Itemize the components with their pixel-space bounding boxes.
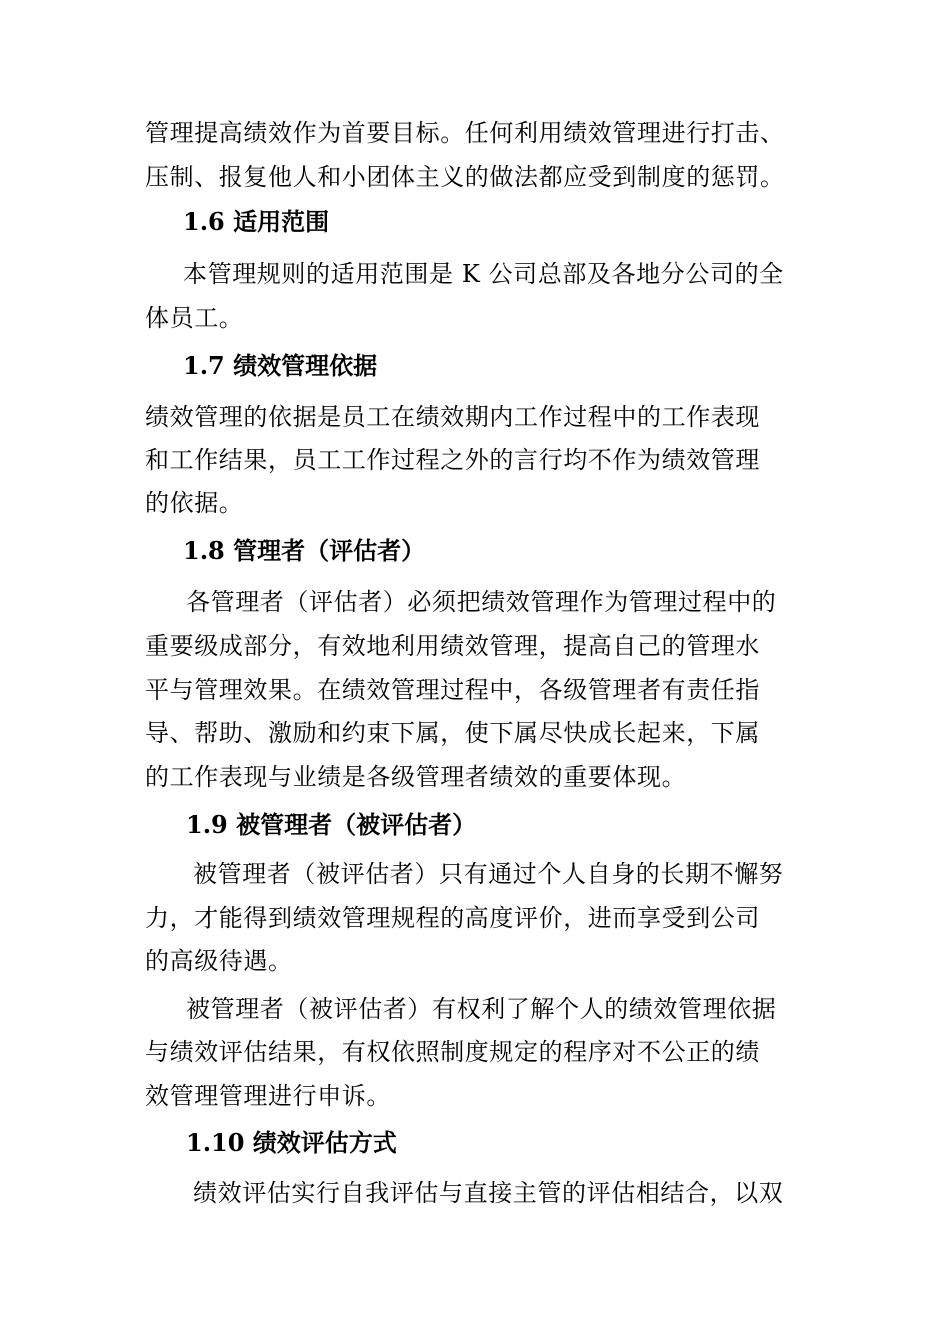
body-text-line: 力，才能得到绩效管理规程的高度评价，进而享受到公司 <box>145 904 760 932</box>
section-heading-1-8: 1.8 管理者（评估者） <box>183 536 426 565</box>
body-text-line: 绩效管理的依据是员工在绩效期内工作过程中的工作表现 <box>145 403 760 431</box>
body-text-line: 导、帮助、激励和约束下属，使下属尽快成长起来，下属 <box>145 719 760 747</box>
body-text-line: 效管理管理进行申诉。 <box>145 1082 391 1110</box>
section-heading-1-7: 1.7 绩效管理依据 <box>183 351 378 380</box>
section-heading-1-9: 1.9 被管理者（被评估者） <box>186 810 477 839</box>
body-text-line: 与绩效评估结果，有权依照制度规定的程序对不公正的绩 <box>145 1038 760 1066</box>
body-text-line: 各管理者（评估者）必须把绩效管理作为管理过程中的 <box>186 588 777 616</box>
body-text-line: 被管理者（被评估者）有权利了解个人的绩效管理依据 <box>186 995 777 1023</box>
body-text-line: 的依据。 <box>145 489 244 517</box>
body-text-line: 平与管理效果。在绩效管理过程中，各级管理者有责任指 <box>145 676 760 704</box>
body-text-line: 重要级成部分，有效地利用绩效管理，提高自己的管理水 <box>145 632 760 660</box>
body-text-line: 的工作表现与业绩是各级管理者绩效的重要体现。 <box>145 763 687 791</box>
body-text-line: 被管理者（被评估者）只有通过个人自身的长期不懈努 <box>193 860 784 888</box>
body-text-line: 管理提高绩效作为首要目标。任何利用绩效管理进行打击、 <box>145 119 785 147</box>
section-heading-1-10: 1.10 绩效评估方式 <box>186 1128 397 1157</box>
body-text-line: 压制、报复他人和小团体主义的做法都应受到制度的惩罚。 <box>145 163 785 191</box>
body-text-line: 体员工。 <box>145 304 244 332</box>
body-text-line: 绩效评估实行自我评估与直接主管的评估相结合，以双 <box>193 1179 784 1207</box>
body-text-line: 的高级待遇。 <box>145 947 293 975</box>
section-heading-1-6: 1.6 适用范围 <box>183 207 330 236</box>
body-text-line: 和工作结果，员工工作过程之外的言行均不作为绩效管理 <box>145 446 760 474</box>
body-text-line: 本管理规则的适用范围是 K 公司总部及各地分公司的全 <box>183 260 784 288</box>
